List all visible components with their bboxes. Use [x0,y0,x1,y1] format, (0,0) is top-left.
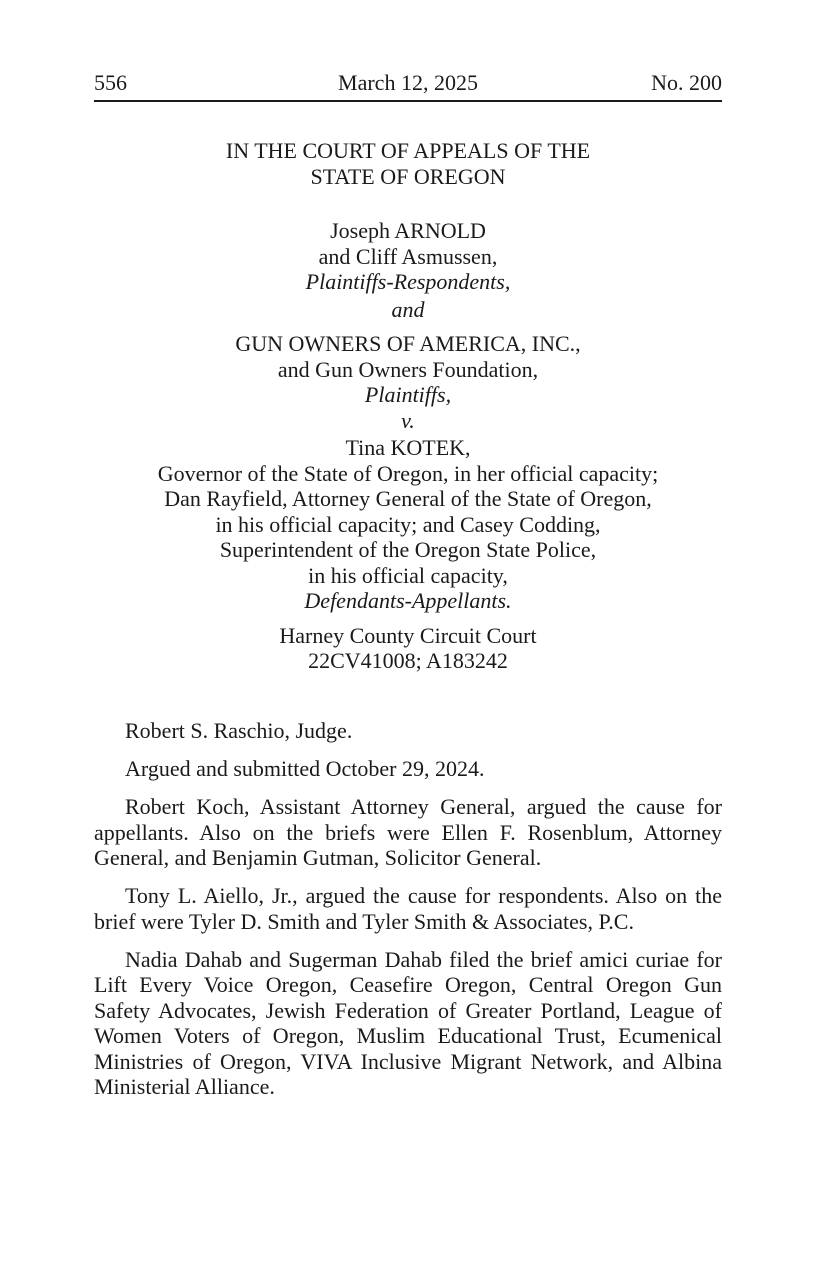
conjunction: and [391,296,425,322]
plaintiff-name: Joseph ARNOLD [330,218,486,243]
header-rule [94,100,722,102]
court-name-line-2: STATE OF OREGON [310,163,506,189]
page-number: 556 [94,70,127,95]
amici-paragraph: Nadia Dahab and Sugerman Dahab filed the brief amici curiae for Lift Every Voice Oregon, Ceasefire Oregon, Central Oregon Gun Safety Advocates, Jewish Federation of Greater Portland, League of Women Voters of Oregon, Muslim Educational Trust, Ecumenical Ministries of Oregon, VIVA Inclusive Migrant Network, and Albina Ministerial Alliance. [94,946,722,1099]
plaintiff-role: Plaintiffs-Respondents, [305,269,511,294]
second-co-plaintiff-name: and Gun Owners Foundation, [277,356,539,382]
second-plaintiff-role: Plaintiffs, [364,382,452,407]
issue-number: No. 200 [651,70,722,95]
case-caption [94,138,722,674]
defendant-description-5: in his official capacity, [308,562,508,588]
case-numbers: 22CV41008; A183242 [308,648,508,673]
defendant-role: Defendants-Appellants. [304,588,512,613]
versus: v. [401,407,415,433]
second-plaintiff-name: GUN OWNERS OF AMERICA, INC., [235,331,581,356]
court-name-line-1: IN THE COURT OF APPEALS OF THE [225,138,591,163]
argued-line: Argued and submitted October 29, 2024. [125,756,485,781]
defendant-description-2: Dan Rayfield, Attorney General of the State of Oregon, [164,486,652,511]
defendant-description-4: Superintendent of the Oregon State Police, [219,537,597,562]
running-head [94,70,722,96]
counsel-section [94,718,722,1112]
trial-court: Harney County Circuit Court [279,622,537,648]
appellants-counsel-paragraph: Robert Koch, Assistant Attorney General, argued the cause for appellants. Also on the briefs were Ellen F. Rosenblum, Attorney General, and Benjamin Gutman, Solicitor General. [94,794,722,870]
defendant-description-1: Governor of the State of Oregon, in her official capacity; [157,460,659,486]
publication-date: March 12, 2025 [338,70,478,95]
defendant-name: Tina KOTEK, [345,435,471,460]
defendant-description-3: in his official capacity; and Casey Codding, [215,511,601,537]
judge-line: Robert S. Raschio, Judge. [125,718,353,743]
co-plaintiff-name: and Cliff Asmussen, [318,243,498,269]
respondents-counsel-paragraph: Tony L. Aiello, Jr., argued the cause for respondents. Also on the brief were Tyler D. Smith and Tyler Smith & Associates, P.C. [94,883,722,934]
